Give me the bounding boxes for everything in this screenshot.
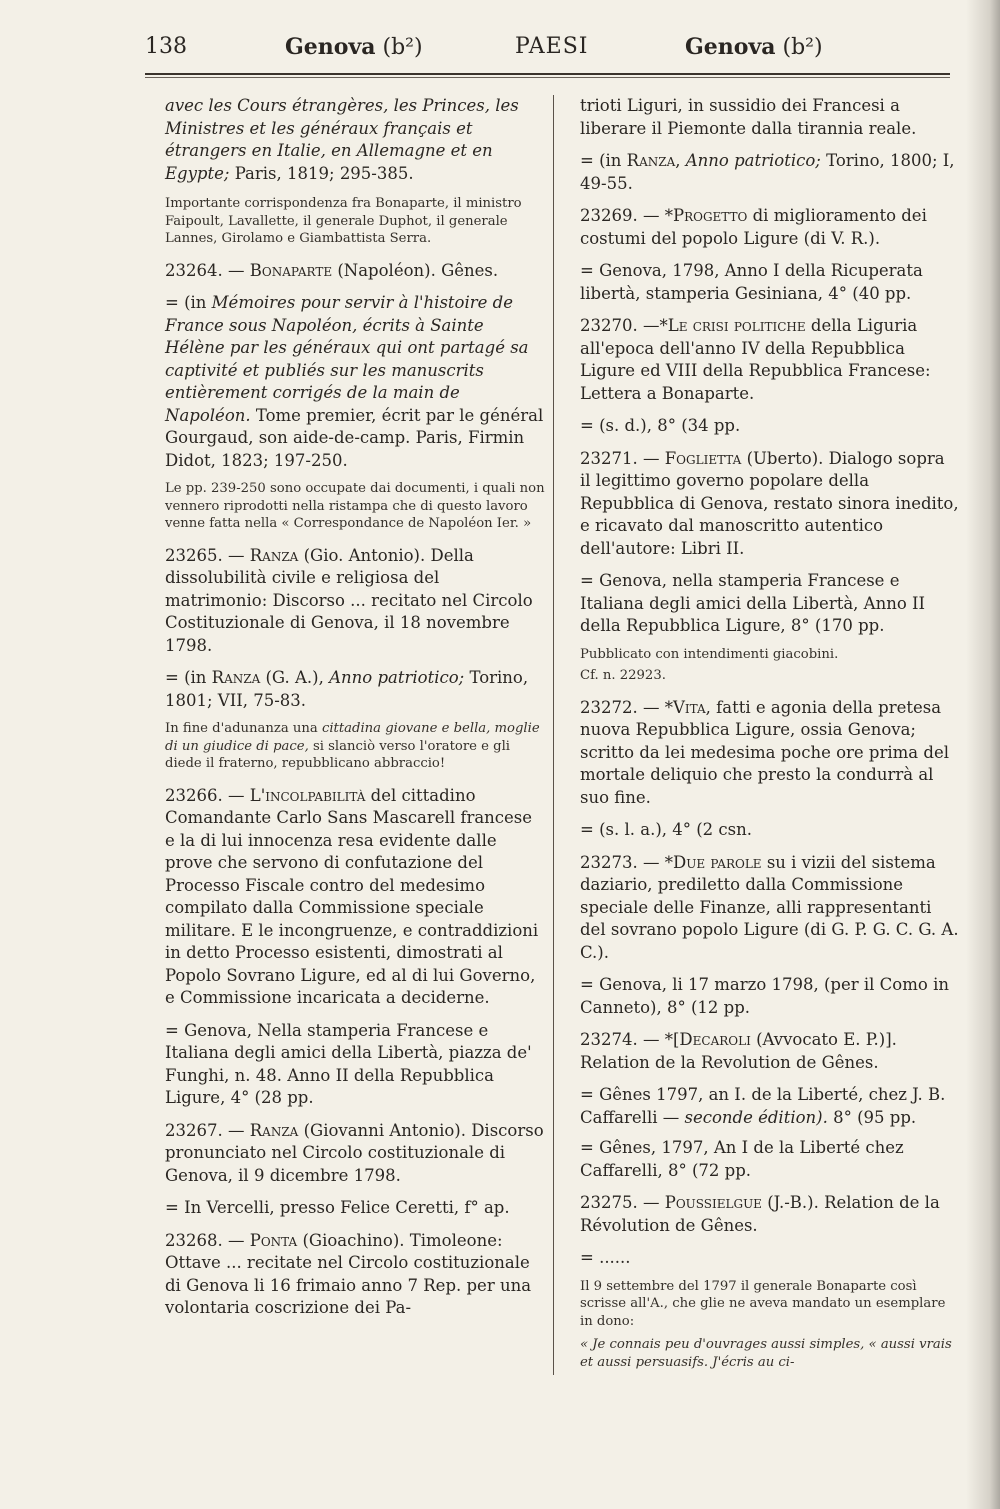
running-head-right <box>685 34 823 60</box>
continued-title: avec les Cours étrangères, les Princes, les Ministres et les généraux français et étrangers en Italie, en Allemagne et en Egypte; <box>165 96 519 183</box>
entry-title-head: Vita <box>672 697 706 717</box>
note-text: In fine d'adunanza una <box>165 721 322 736</box>
entry-title: della Liguria all'epoca dell'anno IV della Repubblica Ligure ed VIII della Repubblica Francese: Lettera a Bonaparte. <box>580 316 931 403</box>
entry-title: su i vizii del sistema daziario, prediletto dalla Commissione speciale delle Finanze, alli rappresentanti del sovrano popolo Ligure (di G. P. G. C. G. A. C.). <box>580 852 959 962</box>
entry-title-head: Due parole <box>672 852 762 872</box>
entry-title: , fatti e agonia della pretesa nuova Repubblica Ligure, ossia Genova; scritto da lei medesima poche ore prima del mortale deliquio che presto la condurrà al suo fine. <box>580 697 949 807</box>
entry-23275 <box>580 1192 960 1237</box>
entry-23271-note: Pubblicato con intendimenti giacobini. <box>580 646 839 662</box>
entry-23271-crossref: Cf. n. 22923. <box>580 668 666 683</box>
entry-23266-imprint: = Genova, Nella stamperia Francese e Italiana degli amici della Libertà, piazza de' Funghi, n. 48. Anno II della Repubblica Ligure, 4° (28 pp. <box>165 1020 532 1107</box>
entry-number: 23275. — <box>580 1193 665 1212</box>
entry-23265-note <box>165 720 545 773</box>
entry-number: 23269. — * <box>580 206 673 225</box>
imprint-initials: (G. A.), <box>260 668 330 687</box>
continued-entry <box>165 95 545 185</box>
entry-number: 23267. — <box>165 1120 250 1140</box>
running-head-left <box>285 34 423 60</box>
imprint-sep: , <box>675 151 686 170</box>
entry-23264-imprint <box>165 292 545 472</box>
running-head-right-suffix: (b²) <box>775 35 823 60</box>
entry-title: (J.-B.). Relation de la Révolution de Gênes. <box>580 1193 940 1235</box>
entry-23269 <box>580 205 960 250</box>
right-column <box>580 95 960 1383</box>
imprint-details: Tome premier, écrit par le général Gourgaud, son aide-de-camp. Paris, Firmin Didot, 1823; 197-250. <box>165 405 544 470</box>
imprint-edition: seconde édition). <box>684 1107 828 1127</box>
entry-23270-imprint: = (s. d.), 8° (34 pp. <box>580 416 741 435</box>
running-head-center: PAESI <box>515 34 589 59</box>
header-rule-thin <box>145 77 950 78</box>
entry-number: 23268. — <box>165 1230 250 1250</box>
entry-23275-note: Il 9 settembre del 1797 il generale Bonaparte così scrisse all'A., che glie ne aveva mandato un esemplare in dono: <box>580 1278 946 1329</box>
entry-title: (Avvocato E. P.)]. Relation de la Revolution de Gênes. <box>580 1030 897 1072</box>
imprint-prefix: = (in <box>165 293 212 312</box>
entry-number: 23265. — <box>165 545 250 565</box>
page-header <box>145 34 945 74</box>
entry-title: (Giovanni Antonio). Discorso pronunciato nel Circolo costituzionale di Genova, il 9 dicembre 1798. <box>165 1120 544 1185</box>
entry-23274 <box>580 1029 960 1074</box>
entry-author: Ranza <box>249 545 299 565</box>
entry-23270 <box>580 315 960 405</box>
entry-author: Bonaparte <box>249 260 333 280</box>
imprint-details: Torino, 1800; I, 49-55. <box>580 151 955 193</box>
entry-author: Decaroli <box>679 1030 751 1049</box>
entry-number: 23271. — <box>580 448 665 468</box>
entry-23274-imprint <box>580 1084 960 1129</box>
imprint-source: Anno patriotico; <box>685 151 821 170</box>
page-number: 138 <box>145 34 187 59</box>
imprint-source: Anno patriotico; <box>329 668 465 687</box>
entry-title: di miglioramento dei costumi del popolo Ligure (di V. R.). <box>580 206 927 248</box>
running-head-left-title: Genova <box>285 34 376 60</box>
entry-23275-quote: « Je connais peu d'ouvrages aussi simples, « aussi vrais et aussi persuasifs. J'écris au ci- <box>580 1337 952 1370</box>
entry-title: (Napoléon). Gênes. <box>332 260 499 280</box>
entry-23273-imprint: = Genova, li 17 marzo 1798, (per il Como in Canneto), 8° (12 pp. <box>580 975 949 1017</box>
entry-number: 23274. — *[ <box>580 1030 680 1049</box>
entry-author: Foglietta <box>664 448 742 468</box>
entry-title-head: L'incolpabilità <box>249 785 366 805</box>
entry-number: 23273. — * <box>580 852 673 872</box>
note-text-end: si slanciò verso l'oratore e gli diede il fraterno, repubblicano abbraccio! <box>165 738 511 771</box>
entry-author: Poussielgue <box>664 1193 762 1212</box>
entry-23264-note: Le pp. 239-250 sono occupate dai documenti, i quali non vennero riprodotti nella ristampa che di questo lavoro venne fatta nella « Correspondance de Napoléon Ier. » <box>165 481 545 531</box>
header-rule <box>145 73 950 75</box>
entry-23272 <box>580 697 960 810</box>
entry-number: 23270. —* <box>580 316 668 335</box>
entry-23267-imprint: = In Vercelli, presso Felice Ceretti, f° ap. <box>165 1198 510 1217</box>
entry-23271-imprint: = Genova, nella stamperia Francese e Italiana degli amici della Libertà, Anno II della Repubblica Ligure, 8° (170 pp. <box>580 571 926 635</box>
entry-23264 <box>165 260 545 283</box>
entry-23271 <box>580 448 960 561</box>
running-head-left-suffix: (b²) <box>375 35 423 60</box>
entry-number: 23266. — <box>165 785 250 805</box>
running-head-right-title: Genova <box>685 34 776 60</box>
entry-author: Ranza <box>249 1120 299 1140</box>
entry-title: (Gio. Antonio). Della dissolubilità civile e religiosa del matrimonio: Discorso ... recitato nel Circolo Costituzionale di Genova, il 18 novembre 1798. <box>165 545 533 655</box>
entry-23265 <box>165 545 545 658</box>
imprint-prefix: = (in <box>580 151 627 170</box>
entry-23265-imprint <box>165 667 545 712</box>
continued-entry-23268: trioti Liguri, in sussidio dei Francesi a liberare il Piemonte dalla tirannia reale. <box>580 96 917 138</box>
imprint-details: Torino, 1801; VII, 75-83. <box>165 668 529 710</box>
imprint-details: = Gênes 1797, an I. de la Liberté, chez J. B. Caffarelli — <box>580 1085 946 1127</box>
entry-number: 23272. — * <box>580 697 673 717</box>
entry-title: (Gioachino). Timoleone: Ottave ... recitate nel Circolo costituzionale di Genova li 16 frimaio anno 7 Rep. per una volontaria coscrizione dei Pa- <box>165 1230 532 1317</box>
entry-23272-imprint: = (s. l. a.), 4° (2 csn. <box>580 820 752 839</box>
entry-title-head: Le crisi politiche <box>667 316 806 335</box>
imprint-author: Ranza <box>211 668 261 687</box>
imprint-source: Mémoires pour servir à l'histoire de France sous Napoléon, écrits à Sainte Hélène par les généraux qui ont partagé sa captivité et publiés sur les manuscrits entièrement corrigés de la main de Napoléon. <box>165 293 529 425</box>
entry-23275-imprint: = ...... <box>580 1248 631 1267</box>
continued-imprint: Paris, 1819; 295-385. <box>229 163 414 183</box>
left-column <box>165 95 545 1330</box>
entry-title: del cittadino Comandante Carlo Sans Mascarell francese e la di lui innocenza resa evidente dalle prove che servono di confutazione del Processo Fiscale contro del medesimo compilato dalla Commissione speciale militare. E le incongruenze, e contraddizioni in detto Processo esistenti, dimostrati al Popolo Sovrano Ligure, ed al di lui Governo, e Commissione incaricata a deciderne. <box>165 785 539 1007</box>
imprint-format: 8° (95 pp. <box>827 1107 917 1127</box>
continued-entry-23268-imprint <box>580 150 960 195</box>
entry-23267 <box>165 1120 545 1188</box>
entry-title-head: Progetto <box>672 206 748 225</box>
entry-23274-imprint-2: = Gênes, 1797, An I de la Liberté chez Caffarelli, 8° (72 pp. <box>580 1138 904 1180</box>
entry-title: (Uberto). Dialogo sopra il legittimo governo popolare della Repubblica di Genova, restato sinora inedito, e ricavato dal manoscritto autentico dell'autore: Libri II. <box>580 448 959 558</box>
entry-23273 <box>580 852 960 965</box>
entry-author: Ponta <box>249 1230 298 1250</box>
imprint-author: Ranza <box>626 151 676 170</box>
entry-23268 <box>165 1230 545 1320</box>
entry-23269-imprint: = Genova, 1798, Anno I della Ricuperata libertà, stamperia Gesiniana, 4° (40 pp. <box>580 261 923 303</box>
column-divider <box>553 95 554 1375</box>
entry-23266 <box>165 785 545 1010</box>
note-italic: cittadina giovane e bella, moglie di un giudice di pace, <box>165 721 540 754</box>
imprint-prefix: = (in <box>165 668 212 687</box>
page-edge-shadow <box>966 0 1000 1509</box>
entry-number: 23264. — <box>165 260 250 280</box>
continued-note: Importante corrispondenza fra Bonaparte, il ministro Faipoult, Lavallette, il generale Duphot, il generale Lannes, Girolamo e Giambattista Serra. <box>165 196 522 246</box>
